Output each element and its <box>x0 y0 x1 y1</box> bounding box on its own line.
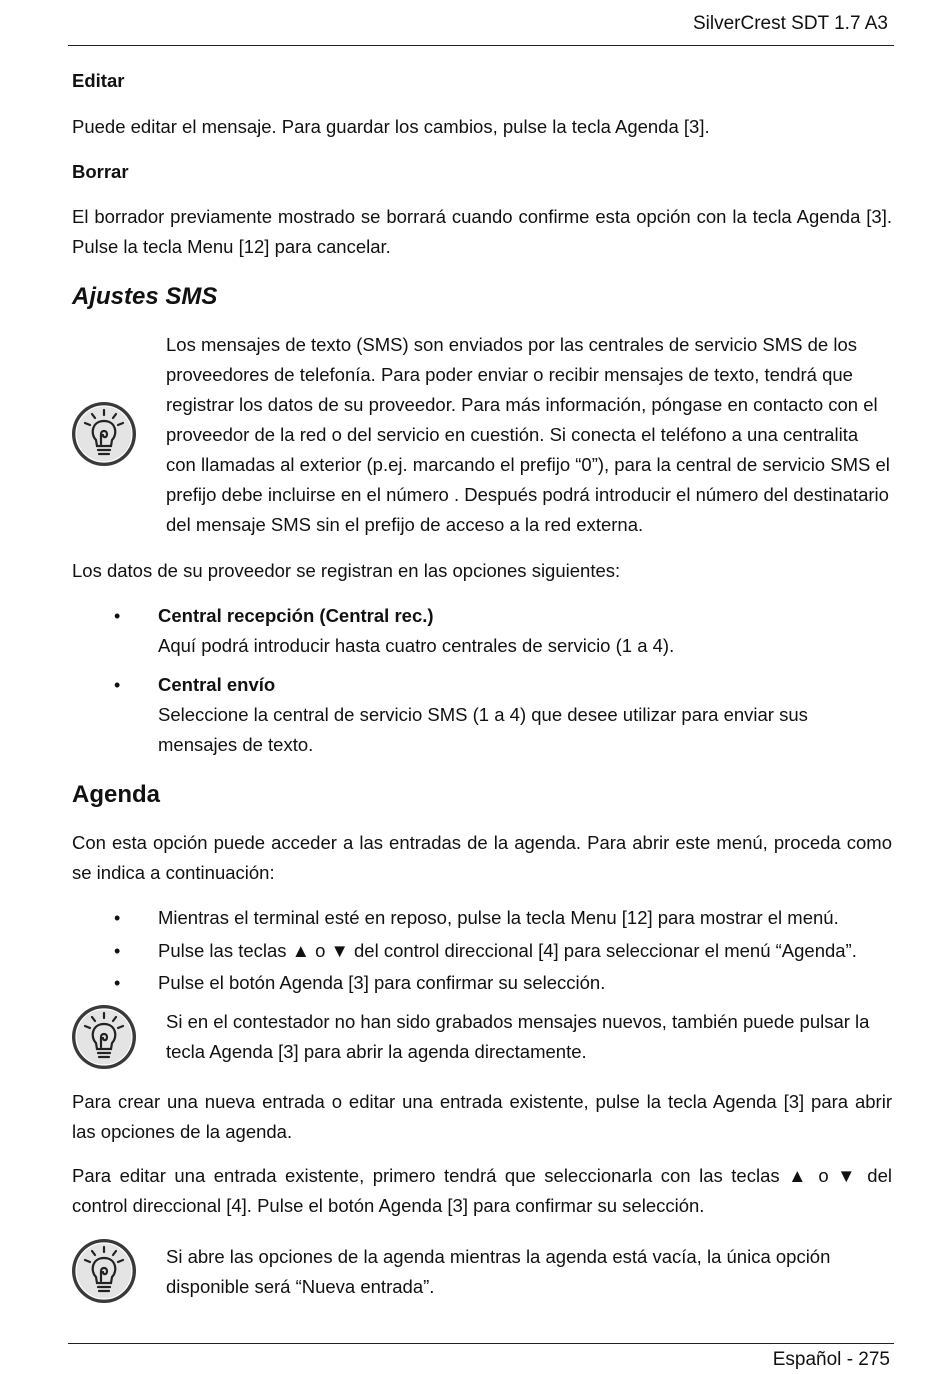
editar-heading: Editar <box>72 70 125 91</box>
bullet: • <box>114 973 121 993</box>
bullet: • <box>114 606 121 626</box>
ajustes-sms-note: Los mensajes de texto (SMS) son enviados por las centrales de servicio SMS de los proveedores de telefonía. Para poder enviar o recibir mensajes de texto, tendrá que registrar los datos de su proveedor. Para más información, póngase en contacto con el proveedor de la red o del servicio en cuestión. Si conecta el teléfono a una centralita con llamadas al exterior (p.ej. marcando el prefijo “0”), para la central de servicio SMS el prefijo debe incluirse en el número . Después podrá introducir el número del destinatario del mensaje SMS sin el prefijo de acceso a la red externa. <box>166 334 890 535</box>
agenda-step-3: Pulse el botón Agenda [3] para confirmar su selección. <box>158 972 606 993</box>
running-header: SilverCrest SDT 1.7 A3 <box>692 13 888 34</box>
bullet: • <box>114 908 121 928</box>
ajustes-intro: Los datos de su proveedor se registran en las opciones siguientes: <box>72 560 621 581</box>
footer-separator: - <box>846 1349 854 1370</box>
option-desc-central-recepcion: Aquí podrá introducir hasta cuatro centrales de servicio (1 a 4). <box>158 635 675 656</box>
page-number: 275 <box>858 1349 890 1370</box>
page-footer <box>773 1349 890 1371</box>
option-title-central-envio: Central envío <box>158 674 276 695</box>
footer-rule <box>68 1343 894 1344</box>
option-title-central-recepcion: Central recepción (Central rec.) <box>158 605 434 626</box>
agenda-heading: Agenda <box>72 781 161 808</box>
bullet: • <box>114 675 121 695</box>
footer-language: Español <box>772 1349 842 1370</box>
agenda-note-1: Si en el contestador no han sido grabados mensajes nuevos, también puede pulsar la tecla Agenda [3] para abrir la agenda directamente. <box>166 1011 870 1062</box>
lightbulb-hint-icon <box>70 400 138 468</box>
borrar-text: El borrador previamente mostrado se borrará cuando confirme esta opción con la tecla Agenda [3]. Pulse la tecla Menu [12] para cancelar. <box>72 206 892 257</box>
agenda-intro: Con esta opción puede acceder a las entradas de la agenda. Para abrir este menú, proceda como se indica a continuación: <box>72 832 892 883</box>
bullet: • <box>114 941 121 961</box>
option-desc-central-envio: Seleccione la central de servicio SMS (1 a 4) que desee utilizar para enviar sus mensajes de texto. <box>158 704 808 755</box>
editar-text: Puede editar el mensaje. Para guardar los cambios, pulse la tecla Agenda [3]. <box>72 116 710 137</box>
agenda-para-1: Para crear una nueva entrada o editar una entrada existente, pulse la tecla Agenda [3] para abrir las opciones de la agenda. <box>72 1091 892 1142</box>
ajustes-sms-heading: Ajustes SMS <box>72 283 218 310</box>
lightbulb-hint-icon <box>70 1003 138 1071</box>
header-rule <box>68 45 894 46</box>
borrar-heading: Borrar <box>72 161 129 182</box>
lightbulb-hint-icon <box>70 1237 138 1305</box>
agenda-step-1: Mientras el terminal esté en reposo, pulse la tecla Menu [12] para mostrar el menú. <box>158 907 839 928</box>
agenda-para-2: Para editar una entrada existente, primero tendrá que seleccionarla con las teclas ▲ o ▼ del control direccional [4]. Pulse el botón Agenda [3] para confirmar su selección. <box>72 1165 892 1216</box>
agenda-step-2: Pulse las teclas ▲ o ▼ del control direccional [4] para seleccionar el menú “Agenda”. <box>158 940 857 961</box>
agenda-note-2: Si abre las opciones de la agenda mientras la agenda está vacía, la única opción disponible será “Nueva entrada”. <box>166 1246 831 1297</box>
